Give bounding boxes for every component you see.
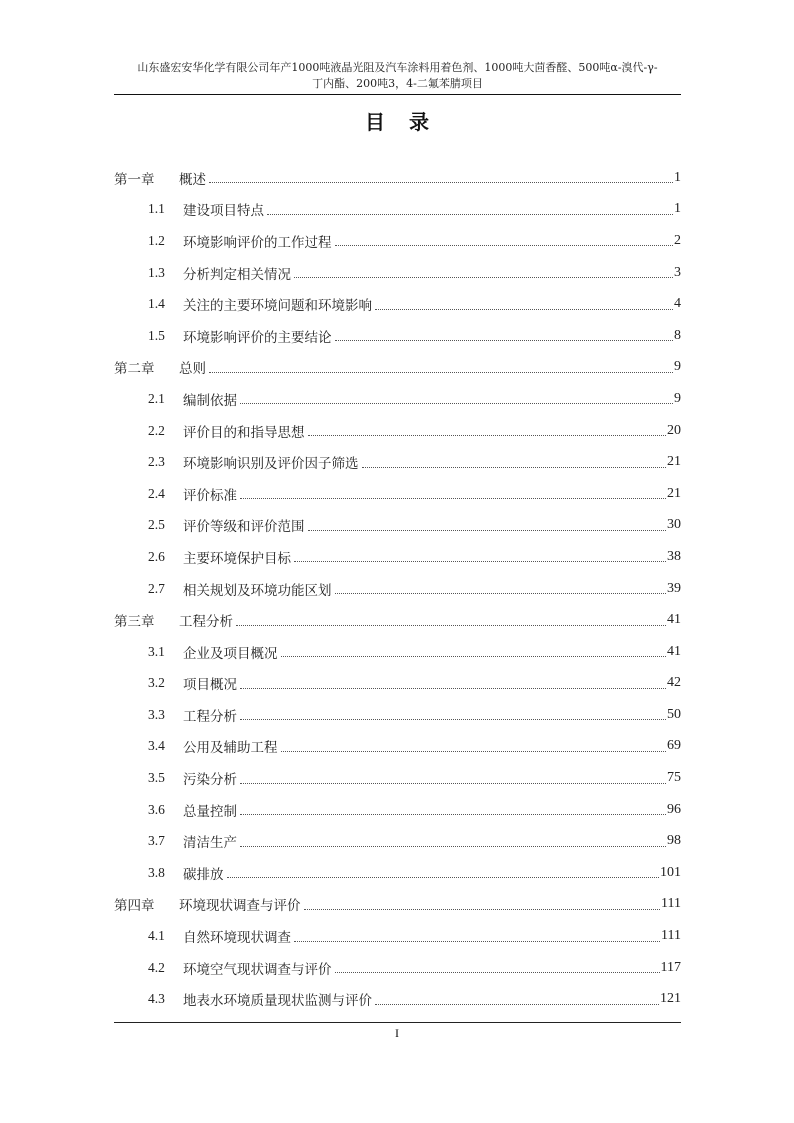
toc-entry-title: 环境现状调查与评价 xyxy=(179,898,301,915)
toc-section-entry[interactable] xyxy=(114,288,681,320)
toc-entry-number: 1.4 xyxy=(148,296,165,312)
toc-section-entry[interactable] xyxy=(114,383,681,415)
toc-entry-page: 20 xyxy=(667,422,681,438)
toc-entry-number: 2.7 xyxy=(148,580,165,596)
running-header-line-2: 丁内酯、200吨3，4-二氟苯腈项目 xyxy=(312,77,483,90)
toc-section-entry[interactable] xyxy=(114,857,681,889)
toc-section-entry[interactable] xyxy=(114,446,681,478)
toc-entry-page: 38 xyxy=(667,548,681,564)
toc-entry-number: 2.2 xyxy=(148,422,165,438)
toc-dot-leader xyxy=(335,593,667,594)
toc-entry-number: 4.2 xyxy=(148,959,165,975)
toc-section-entry[interactable] xyxy=(114,731,681,763)
toc-entry-number: 3.4 xyxy=(148,738,165,754)
toc-section-entry[interactable] xyxy=(114,983,681,1015)
toc-entry-page: 8 xyxy=(674,327,681,343)
toc-entry-page: 75 xyxy=(667,770,681,786)
toc-section-entry[interactable] xyxy=(114,415,681,447)
running-header-line-1: 山东盛宏安华化学有限公司年产1000吨液晶光阻及汽车涂料用着色剂、1000吨大茴香醛、500吨α-溴代-γ- xyxy=(137,61,658,74)
toc-chapter-entry[interactable] xyxy=(114,162,681,194)
toc-entry-number: 4.1 xyxy=(148,928,165,944)
toc-dot-leader xyxy=(240,498,666,499)
toc-entry-page: 41 xyxy=(667,612,681,628)
toc-entry-title: 企业及项目概况 xyxy=(183,645,278,662)
toc-section-entry[interactable] xyxy=(114,699,681,731)
toc-entry-number: 4.3 xyxy=(148,991,165,1007)
toc-entry-page: 2 xyxy=(674,232,681,248)
toc-dot-leader xyxy=(335,245,674,246)
toc-entry-page: 98 xyxy=(667,833,681,849)
toc-entry-number: 1.1 xyxy=(148,201,165,217)
toc-entry-title: 公用及辅助工程 xyxy=(183,740,278,757)
toc-entry-number: 2.3 xyxy=(148,454,165,470)
toc-dot-leader xyxy=(240,783,666,784)
toc-chapter-entry[interactable] xyxy=(114,352,681,384)
toc-entry-number: 3.7 xyxy=(148,833,165,849)
toc-dot-leader xyxy=(240,814,666,815)
toc-dot-leader xyxy=(294,561,666,562)
toc-entry-title: 评价目的和指导思想 xyxy=(183,424,305,441)
toc-entry-number: 3.2 xyxy=(148,675,165,691)
toc-title xyxy=(0,106,794,135)
toc-entry-page: 3 xyxy=(674,264,681,280)
toc-entry-page: 1 xyxy=(674,201,681,217)
toc-section-entry[interactable] xyxy=(114,636,681,668)
toc-entry-title: 总则 xyxy=(179,361,206,378)
toc-entry-page: 30 xyxy=(667,517,681,533)
toc-dot-leader xyxy=(240,719,666,720)
toc-entry-page: 9 xyxy=(674,390,681,406)
toc-chapter-entry[interactable] xyxy=(114,889,681,921)
table-of-contents xyxy=(114,162,681,1015)
toc-dot-leader xyxy=(240,403,673,404)
toc-entry-number: 3.3 xyxy=(148,706,165,722)
toc-entry-title: 工程分析 xyxy=(179,614,233,631)
toc-entry-title: 总量控制 xyxy=(183,803,237,820)
toc-dot-leader xyxy=(375,309,673,310)
toc-entry-page: 9 xyxy=(674,359,681,375)
toc-entry-title: 环境影响评价的主要结论 xyxy=(183,329,332,346)
toc-entry-page: 50 xyxy=(667,706,681,722)
toc-dot-leader xyxy=(335,340,674,341)
toc-entry-number: 1.2 xyxy=(148,232,165,248)
toc-entry-page: 21 xyxy=(667,485,681,501)
toc-entry-page: 117 xyxy=(660,959,681,975)
footer-rule xyxy=(114,1022,681,1023)
toc-entry-title: 建设项目特点 xyxy=(183,203,264,220)
toc-section-entry[interactable] xyxy=(114,920,681,952)
toc-entry-page: 21 xyxy=(667,454,681,470)
toc-entry-page: 69 xyxy=(667,738,681,754)
toc-entry-title: 编制依据 xyxy=(183,392,237,409)
toc-entry-title: 主要环境保护目标 xyxy=(183,550,291,567)
toc-dot-leader xyxy=(240,846,666,847)
toc-dot-leader xyxy=(335,972,660,973)
toc-dot-leader xyxy=(236,625,666,626)
toc-entry-number: 3.8 xyxy=(148,864,165,880)
toc-entry-title: 项目概况 xyxy=(183,677,237,694)
toc-entry-page: 111 xyxy=(661,928,681,944)
toc-dot-leader xyxy=(308,435,667,436)
toc-dot-leader xyxy=(209,182,673,183)
toc-section-entry[interactable] xyxy=(114,510,681,542)
toc-entry-number: 3.5 xyxy=(148,770,165,786)
toc-dot-leader xyxy=(362,467,667,468)
toc-dot-leader xyxy=(281,751,667,752)
toc-entry-title: 分析判定相关情况 xyxy=(183,266,291,283)
toc-dot-leader xyxy=(294,277,673,278)
toc-entry-title: 评价等级和评价范围 xyxy=(183,519,305,536)
toc-entry-number: 第四章 xyxy=(114,898,155,915)
toc-entry-page: 96 xyxy=(667,801,681,817)
toc-entry-page: 39 xyxy=(667,580,681,596)
toc-section-entry[interactable] xyxy=(114,794,681,826)
toc-section-entry[interactable] xyxy=(114,762,681,794)
toc-entry-title: 概述 xyxy=(179,171,206,188)
toc-dot-leader xyxy=(304,909,661,910)
toc-entry-number: 第三章 xyxy=(114,614,155,631)
toc-entry-title: 环境空气现状调查与评价 xyxy=(183,961,332,978)
toc-entry-number: 3.6 xyxy=(148,801,165,817)
toc-entry-number: 2.6 xyxy=(148,548,165,564)
toc-dot-leader xyxy=(375,1004,659,1005)
toc-dot-leader xyxy=(294,941,660,942)
toc-section-entry[interactable] xyxy=(114,541,681,573)
toc-entry-number: 第一章 xyxy=(114,171,155,188)
running-header xyxy=(114,60,681,92)
toc-section-entry[interactable] xyxy=(114,825,681,857)
toc-entry-title: 相关规划及环境功能区划 xyxy=(183,582,332,599)
toc-entry-title: 清洁生产 xyxy=(183,835,237,852)
toc-dot-leader xyxy=(267,214,673,215)
toc-entry-number: 2.1 xyxy=(148,390,165,406)
toc-entry-number: 3.1 xyxy=(148,643,165,659)
toc-chapter-entry[interactable] xyxy=(114,604,681,636)
toc-dot-leader xyxy=(308,530,667,531)
toc-section-entry[interactable] xyxy=(114,668,681,700)
toc-section-entry[interactable] xyxy=(114,478,681,510)
toc-entry-title: 环境影响识别及评价因子筛选 xyxy=(183,456,359,473)
toc-entry-title: 碳排放 xyxy=(183,866,224,883)
toc-entry-number: 2.4 xyxy=(148,485,165,501)
toc-entry-page: 121 xyxy=(660,991,681,1007)
toc-dot-leader xyxy=(209,372,673,373)
toc-entry-number: 1.5 xyxy=(148,327,165,343)
toc-entry-page: 41 xyxy=(667,643,681,659)
toc-entry-page: 4 xyxy=(674,296,681,312)
toc-section-entry[interactable] xyxy=(114,320,681,352)
toc-title-char-2: 录 xyxy=(409,110,429,134)
toc-section-entry[interactable] xyxy=(114,257,681,289)
toc-entry-number: 第二章 xyxy=(114,361,155,378)
toc-entry-number: 1.3 xyxy=(148,264,165,280)
toc-section-entry[interactable] xyxy=(114,952,681,984)
toc-entry-title: 工程分析 xyxy=(183,708,237,725)
toc-entry-number: 2.5 xyxy=(148,517,165,533)
toc-entry-title: 关注的主要环境问题和环境影响 xyxy=(183,298,372,315)
toc-entry-title: 污染分析 xyxy=(183,772,237,789)
toc-entry-page: 1 xyxy=(674,169,681,185)
toc-dot-leader xyxy=(281,656,667,657)
toc-entry-title: 评价标准 xyxy=(183,487,237,504)
toc-entry-page: 101 xyxy=(660,864,681,880)
toc-dot-leader xyxy=(227,877,660,878)
toc-section-entry[interactable] xyxy=(114,225,681,257)
page-number: I xyxy=(395,1026,399,1040)
toc-entry-title: 环境影响评价的工作过程 xyxy=(183,234,332,251)
toc-entry-page: 111 xyxy=(661,896,681,912)
toc-section-entry[interactable] xyxy=(114,194,681,226)
toc-entry-page: 42 xyxy=(667,675,681,691)
toc-dot-leader xyxy=(240,688,666,689)
toc-entry-title: 自然环境现状调查 xyxy=(183,930,291,947)
toc-entry-title: 地表水环境质量现状监测与评价 xyxy=(183,993,372,1010)
toc-section-entry[interactable] xyxy=(114,573,681,605)
toc-title-char-1: 目 xyxy=(365,110,385,134)
header-rule xyxy=(114,94,681,95)
